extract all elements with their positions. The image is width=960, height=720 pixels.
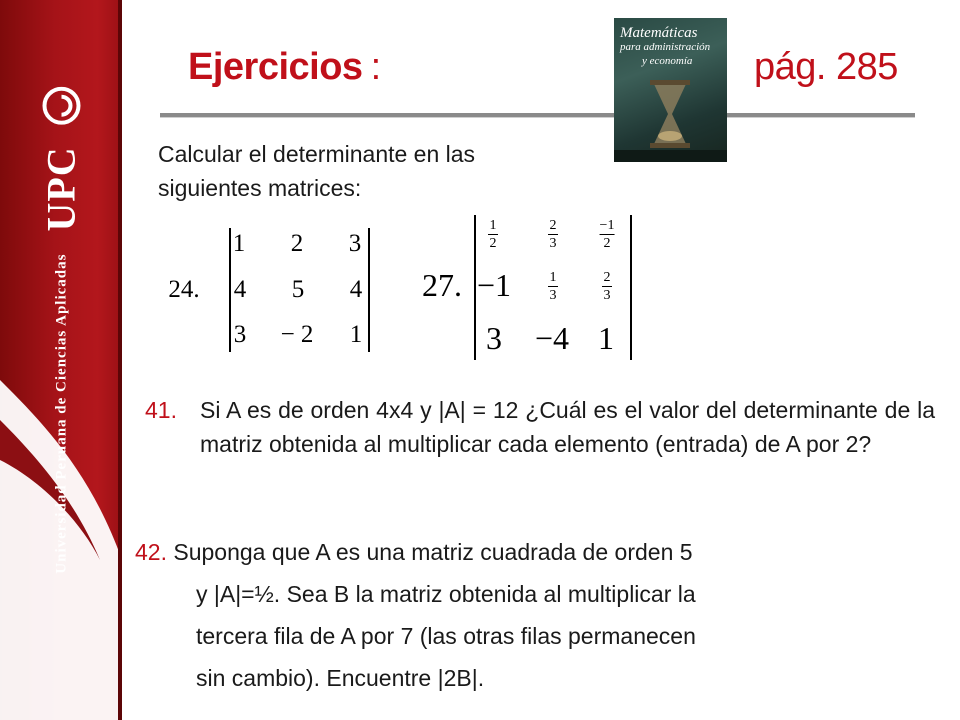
university-name: Universidad Peruana de Ciencias Aplicadas <box>53 253 69 574</box>
fraction-denominator: 2 <box>489 236 497 251</box>
matrix-27-cell: 1 <box>598 320 614 356</box>
matrix-24-cell: 1 <box>349 321 363 348</box>
matrix-27-right-bar <box>630 215 632 360</box>
problem-42-line4: sin cambio). Encuentre |2B|. <box>196 665 485 691</box>
matrix-24-cell: 4 <box>349 276 363 303</box>
matrix-24-cell: 2 <box>290 230 304 257</box>
title-colon: : <box>370 46 381 88</box>
fraction-numerator: −1 <box>599 218 615 233</box>
matrix-27-fraction <box>600 218 615 251</box>
matrix-24-right-bar <box>368 228 370 352</box>
problem-42-line1: Suponga que A es una matriz cuadrada de orden 5 <box>173 539 693 565</box>
fraction-numerator: 2 <box>603 270 611 285</box>
fraction-denominator: 3 <box>549 288 557 303</box>
page-reference: pág. 285 <box>754 46 898 88</box>
problem-42-line2: y |A|=½. Sea B la matriz obtenida al multiplicar la <box>196 581 696 607</box>
book-title-line3: y economía <box>642 55 693 67</box>
instruction-line1: Calcular el determinante en las <box>158 141 476 167</box>
brand-strip-edge <box>118 0 122 720</box>
matrix-24-cell: 5 <box>291 276 305 303</box>
matrix-27-cell: 3 <box>486 320 502 356</box>
problem-42-number: 42. <box>135 539 167 565</box>
problem-41-text: Si A es de orden 4x4 y |A| = 12 ¿Cuál es el valor del determinante de la matriz obtenida al multiplicar cada elemento (entrada) de A por 2? <box>200 397 935 457</box>
fraction-numerator: 1 <box>489 218 497 233</box>
header-divider <box>160 113 915 117</box>
matrix-24-cell: 4 <box>233 276 247 303</box>
book-title-line1: Matemáticas <box>620 25 698 41</box>
problem-41-number: 41. <box>145 397 177 423</box>
fraction-numerator: 1 <box>549 270 557 285</box>
fraction-denominator: 2 <box>603 236 611 251</box>
matrix-27-fraction <box>548 270 558 303</box>
problem-42-line3: tercera fila de A por 7 (las otras filas permanecen <box>196 623 696 649</box>
matrix-24-cell: − 2 <box>280 321 314 348</box>
book-title <box>620 26 710 68</box>
brand-sidebar <box>0 0 122 720</box>
matrix-27-fraction <box>602 270 612 303</box>
upc-logo-icon <box>42 86 80 124</box>
matrix-27-label: 27. <box>422 267 462 303</box>
matrix-24-label: 24. <box>168 276 200 303</box>
matrix-27-cell: −4 <box>534 320 570 356</box>
matrix-24-cell: 3 <box>348 230 362 257</box>
matrix-24-cell: 3 <box>233 321 247 348</box>
upc-logo-text: UPC <box>38 146 84 232</box>
matrix-27-cell: −1 <box>476 267 512 303</box>
matrix-27-left-bar <box>474 215 476 360</box>
page-title <box>188 46 381 89</box>
matrix-27-fraction <box>488 218 498 251</box>
instruction-line2: siguientes matrices: <box>158 175 362 201</box>
matrix-24-left-bar <box>229 228 231 352</box>
matrix-27-fraction <box>548 218 558 251</box>
matrix-24-cell: 1 <box>232 230 246 257</box>
instruction-text <box>158 137 608 205</box>
fraction-denominator: 3 <box>549 236 557 251</box>
title-text: Ejercicios <box>188 46 363 88</box>
brand-vertical-text <box>38 86 85 573</box>
fraction-numerator: 2 <box>549 218 557 233</box>
book-cover-image <box>614 18 727 162</box>
book-title-line2: para administración <box>620 41 711 53</box>
fraction-denominator: 3 <box>603 288 611 303</box>
problem-42 <box>135 531 935 699</box>
